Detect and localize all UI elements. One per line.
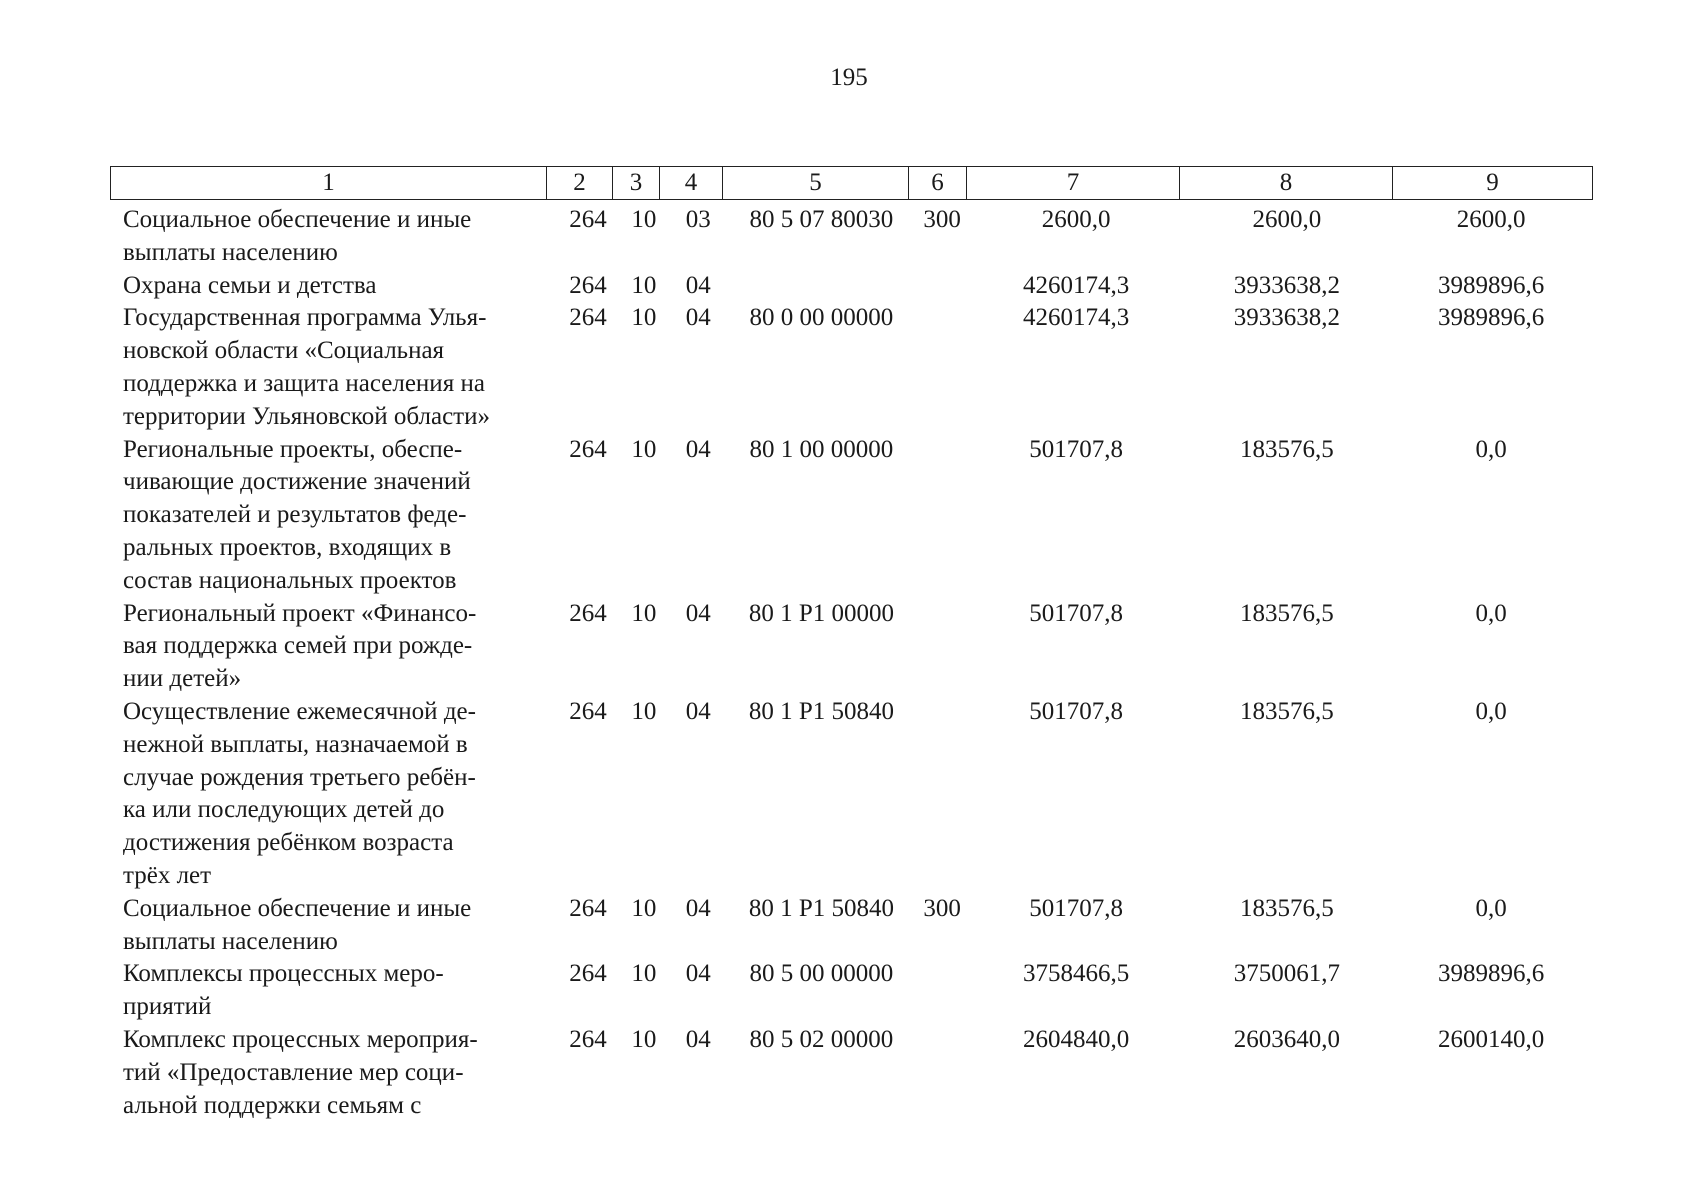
row-name (110, 204, 555, 270)
cell-section: 10 (631, 894, 657, 922)
column-header-row (111, 167, 1593, 200)
cell-code-admin: 264 (569, 206, 607, 233)
cell-subsection: 04 (685, 599, 711, 627)
column-header-4: 4 (660, 167, 723, 200)
cell-amount-2: 2603640,0 (1233, 1025, 1340, 1053)
cell-section: 10 (631, 271, 657, 299)
cell-amount-2: 183576,5 (1239, 599, 1334, 627)
cell-amount-1: 501707,8 (1029, 697, 1124, 725)
row-name-line: Региональные проекты, обеспе- (123, 435, 463, 463)
row-name-line: нии детей» (123, 665, 242, 693)
row-name-line: выплаты населению (123, 238, 338, 266)
row-name-line: выплаты населению (123, 927, 338, 955)
row-name-line: Региональный проект «Финансо- (123, 599, 477, 627)
row-name-line: случае рождения третьего ребён- (123, 763, 476, 791)
row-name-line: Комплексы процессных меро- (123, 960, 444, 988)
cell-amount-2: 183576,5 (1239, 894, 1334, 922)
row-name (110, 696, 555, 893)
cell-amount-2: 2600,0 (1252, 206, 1322, 233)
table-row (110, 893, 1590, 959)
cell-subsection: 04 (685, 697, 711, 725)
cell-subsection: 04 (685, 960, 711, 988)
cell-target-article: 80 1 Р1 00000 (748, 599, 894, 627)
cell-target-article: 80 1 00 00000 (749, 435, 894, 463)
cell-expense-type: 300 (923, 206, 961, 233)
cell-subsection: 04 (685, 435, 711, 463)
row-name-line: Осуществление ежемесячной де- (123, 697, 476, 725)
column-header-8: 8 (1180, 167, 1393, 200)
row-name-line: альной поддержки семьям с (123, 1091, 422, 1119)
column-header-7: 7 (967, 167, 1180, 200)
cell-amount-2: 183576,5 (1239, 435, 1334, 463)
row-name-line: достижения ребёнком возраста (123, 829, 454, 857)
row-name-line: приятий (123, 993, 212, 1021)
cell-code-admin: 264 (569, 304, 607, 332)
table-row (110, 1024, 1590, 1122)
cell-section: 10 (631, 599, 657, 627)
cell-code-admin: 264 (569, 894, 607, 922)
cell-subsection: 04 (685, 304, 711, 332)
cell-amount-3: 0,0 (1475, 894, 1507, 922)
cell-amount-1: 4260174,3 (1023, 304, 1130, 332)
row-name-line: состав национальных проектов (123, 566, 457, 594)
column-header-2: 2 (547, 167, 613, 200)
column-header-9: 9 (1393, 167, 1593, 200)
row-name-line: Социальное обеспечение и иные (123, 894, 472, 922)
cell-amount-3: 3989896,6 (1437, 271, 1545, 299)
column-header-3: 3 (613, 167, 660, 200)
cell-section: 10 (631, 435, 657, 463)
cell-amount-1: 3758466,5 (1023, 960, 1130, 988)
cell-code-admin: 264 (569, 271, 607, 299)
column-header-1: 1 (111, 167, 547, 200)
cell-section: 10 (631, 304, 657, 332)
cell-section: 10 (631, 206, 657, 233)
cell-section: 10 (631, 697, 657, 725)
table-row (110, 598, 1590, 696)
row-name-line: территории Ульяновской области» (123, 402, 490, 430)
page-number: 195 (830, 64, 868, 91)
cell-amount-3: 0,0 (1475, 435, 1507, 463)
cell-amount-2: 3750061,7 (1233, 960, 1340, 988)
cell-amount-2: 3933638,2 (1233, 271, 1340, 299)
cell-amount-3: 2600,0 (1456, 206, 1526, 233)
row-name-line: чивающие достижение значений (123, 468, 471, 496)
cell-amount-1: 501707,8 (1029, 435, 1124, 463)
cell-amount-3: 0,0 (1475, 697, 1507, 725)
row-name (110, 1024, 555, 1122)
cell-code-admin: 264 (569, 697, 607, 725)
cell-target-article: 80 1 Р1 50840 (748, 894, 894, 922)
row-name (110, 302, 555, 433)
table-row (110, 434, 1590, 598)
row-name (110, 598, 555, 696)
row-name-line: тий «Предоставление мер соци- (123, 1058, 464, 1086)
column-header-5: 5 (723, 167, 909, 200)
cell-target-article: 80 5 02 00000 (749, 1025, 894, 1053)
budget-table-body (110, 204, 1590, 1122)
cell-amount-3: 3989896,6 (1437, 304, 1545, 332)
cell-target-article: 80 1 Р1 50840 (748, 697, 894, 725)
cell-target-article: 80 0 00 00000 (749, 304, 894, 332)
cell-amount-1: 501707,8 (1029, 599, 1124, 627)
row-name-line: поддержка и защита населения на (123, 369, 485, 397)
cell-amount-3: 3989896,6 (1437, 960, 1545, 988)
cell-subsection: 04 (685, 894, 711, 922)
row-name (110, 270, 555, 303)
row-name-line: ральных проектов, входящих в (123, 533, 452, 561)
row-name-line: новской области «Социальная (123, 337, 445, 365)
cell-amount-1: 2600,0 (1041, 206, 1111, 233)
cell-target-article: 80 5 07 80030 (749, 206, 894, 233)
cell-subsection: 04 (685, 271, 711, 299)
cell-code-admin: 264 (569, 960, 607, 988)
row-name-line: Комплекс процессных мероприя- (123, 1025, 478, 1053)
table-row (110, 696, 1590, 893)
cell-code-admin: 264 (569, 435, 607, 463)
cell-subsection: 04 (685, 1025, 711, 1053)
cell-amount-1: 501707,8 (1029, 894, 1124, 922)
cell-section: 10 (631, 960, 657, 988)
cell-target-article: 80 5 00 00000 (749, 960, 894, 988)
cell-amount-3: 2600140,0 (1437, 1025, 1545, 1053)
cell-subsection: 03 (685, 206, 711, 233)
row-name (110, 434, 555, 598)
table-row (110, 204, 1590, 270)
cell-expense-type: 300 (923, 894, 961, 922)
row-name-line: трёх лет (123, 861, 212, 889)
row-name-line: Охрана семьи и детства (123, 271, 377, 299)
row-name-line: нежной выплаты, назначаемой в (123, 730, 468, 758)
cell-amount-2: 3933638,2 (1233, 304, 1340, 332)
table-row (110, 270, 1590, 303)
row-name-line: Социальное обеспечение и иные (123, 206, 472, 233)
cell-amount-2: 183576,5 (1239, 697, 1334, 725)
cell-section: 10 (631, 1025, 657, 1053)
cell-amount-1: 4260174,3 (1023, 271, 1130, 299)
row-name (110, 893, 555, 959)
table-row (110, 302, 1590, 433)
row-name-line: Государственная программа Улья- (123, 304, 487, 332)
table-row (110, 958, 1590, 1024)
row-name-line: показателей и результатов феде- (123, 501, 467, 529)
row-name (110, 958, 555, 1024)
column-header-table (110, 166, 1593, 200)
cell-amount-1: 2604840,0 (1023, 1025, 1130, 1053)
cell-code-admin: 264 (569, 1025, 607, 1053)
column-header-6: 6 (909, 167, 967, 200)
cell-code-admin: 264 (569, 599, 607, 627)
row-name-line: вая поддержка семей при рожде- (123, 632, 473, 660)
cell-amount-3: 0,0 (1475, 599, 1507, 627)
row-name-line: ка или последующих детей до (123, 796, 445, 824)
